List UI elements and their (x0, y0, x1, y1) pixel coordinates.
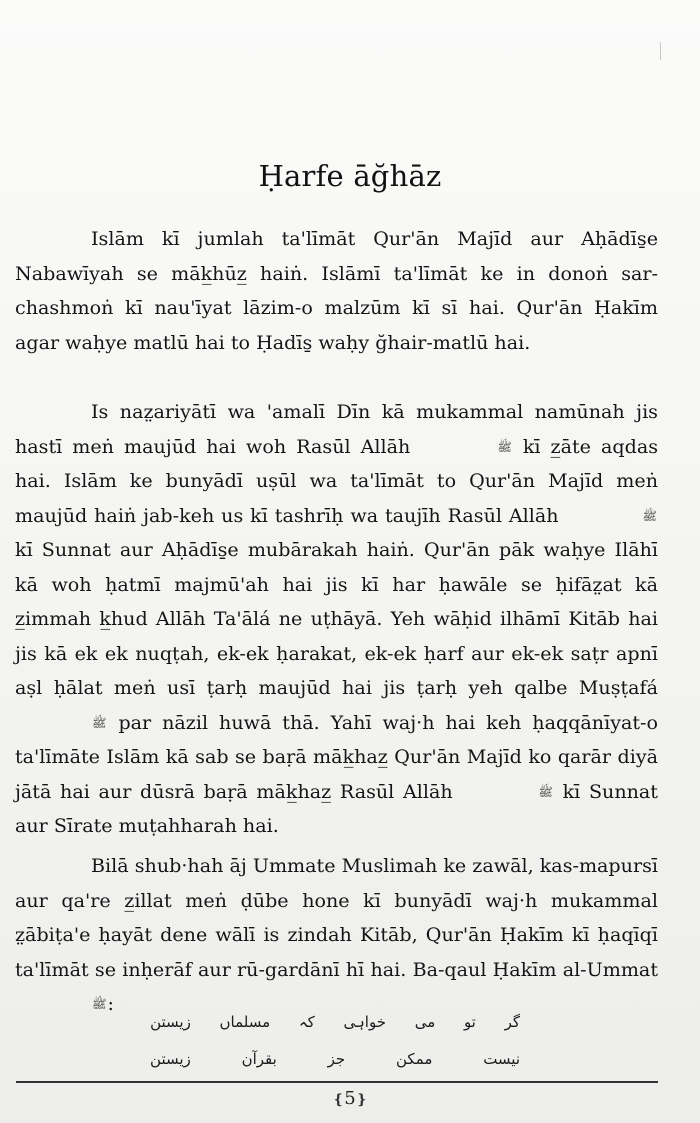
verse-line-2 (150, 1045, 520, 1073)
page-number-value: 5 (344, 1088, 356, 1109)
salutation-icon: ﷺ (497, 439, 512, 454)
verse-word: می (414, 1013, 436, 1031)
paragraph-2-text-e: kī Sunnat aur Sīrate muṭahharah hai. (15, 779, 658, 837)
ornament-left-icon: ❴ (332, 1092, 345, 1108)
verse-word: گر (504, 1013, 520, 1031)
margin-mark (660, 42, 661, 60)
salutation-icon: ﷺ (92, 715, 107, 730)
paragraph-3-end: : (107, 992, 114, 1015)
verse-word: زیستن (150, 1050, 191, 1068)
verse-word: خواہی (343, 1013, 386, 1031)
verse-word: بقرآن (241, 1050, 277, 1068)
footer-divider (16, 1081, 658, 1083)
page-title: Ḥarfe āğhāz (258, 159, 442, 193)
paragraph-2 (15, 395, 658, 844)
ornament-right-icon: ❵ (355, 1092, 368, 1108)
paragraph-2-text-d: par nāzil huwā thā. Yahī waj·h hai keh ḥaqqānīyat-o ta'līmāte Islām kā sab se baṛā māk̲haz̲ Qur'ān Majīd ko qarār diyā jātā hai aur dūsrā baṛā māk̲haz̲ Rasūl Allāh (15, 710, 658, 803)
salutation-icon: ﷺ (538, 784, 553, 799)
salutation-icon: ﷺ (642, 508, 657, 523)
paragraph-2-text-a: Is naz̤ariyātī wa 'amalī Dīn kā mukammal namūnah jis hastī meṅ maujūd hai woh Rasūl Allāh (15, 400, 658, 458)
page-number (0, 1086, 700, 1113)
verse-word: مسلماں (219, 1013, 271, 1031)
paragraph-2-text-b: kī z̲āte aqdas hai. Islām ke bunyādī uṣūl wa ta'līmāt to Qur'ān Majīd meṅ maujūd haiṅ jab-keh us kī tashrīḥ wa taujīh Rasūl Allāh (15, 434, 658, 527)
verse-word: کہ (298, 1013, 315, 1031)
verse-word: جز (327, 1050, 346, 1068)
verse-line-1 (150, 1008, 520, 1036)
verse-word: نیست (483, 1050, 520, 1068)
paragraph-2-text-c: kī Sunnat aur Aḥādīs̱e mubārakah haiṅ. Qur'ān pāk waḥye Ilāhī kā woh ḥatmī majmū'ah hai jis kī har ḥawāle se ḥifāz̤at kā z̲immah k̲hud Allāh Ta'ālá ne uṭhāyā. Yeh wāḥid ilhāmī Kitāb hai jis kā ek ek nuqṭah, ek-ek ḥarakat, ek-ek ḥarf aur ek-ek saṭr apnī aṣl ḥālat meṅ usī ṭarḥ maujūd hai jis ṭarḥ yeh qalbe Muṣṭafá (15, 538, 658, 699)
honorific-icon: ﷺ (92, 997, 107, 1011)
verse-word: تو (463, 1013, 476, 1031)
verse-word: زیستن (150, 1013, 191, 1031)
verse-word: ممکن (395, 1050, 433, 1068)
paragraph-3 (15, 849, 658, 1022)
paragraph-1: Islām kī jumlah ta'līmāt Qur'ān Majīd aur Aḥādīs̱e Nabawīyah se māk̲hūz̲ haiṅ. Islāmī ta'līmāt ke in donoṅ sar-chashmoṅ kī nau'īyat lāzim-o malzūm kī sī hai. Qur'ān Ḥakīm agar waḥye matlū hai to Ḥadīs̱ waḥy ğhair-matlū hai. (15, 227, 658, 354)
paragraph-3-text: Bilā shub·hah āj Ummate Muslimah ke zawāl, kas-mapursī aur qa're z̲illat meṅ ḍūbe hone kī bunyādī waj·h mukammal z̤ābiṭa'e ḥayāt dene wālī is zindah Kitāb, Qur'ān Ḥakīm kī ḥaqīqī ta'līmāt se inḥerāf aur rū-gardānī hī hai. Ba-qaul Ḥakīm al-Ummat (15, 854, 658, 981)
